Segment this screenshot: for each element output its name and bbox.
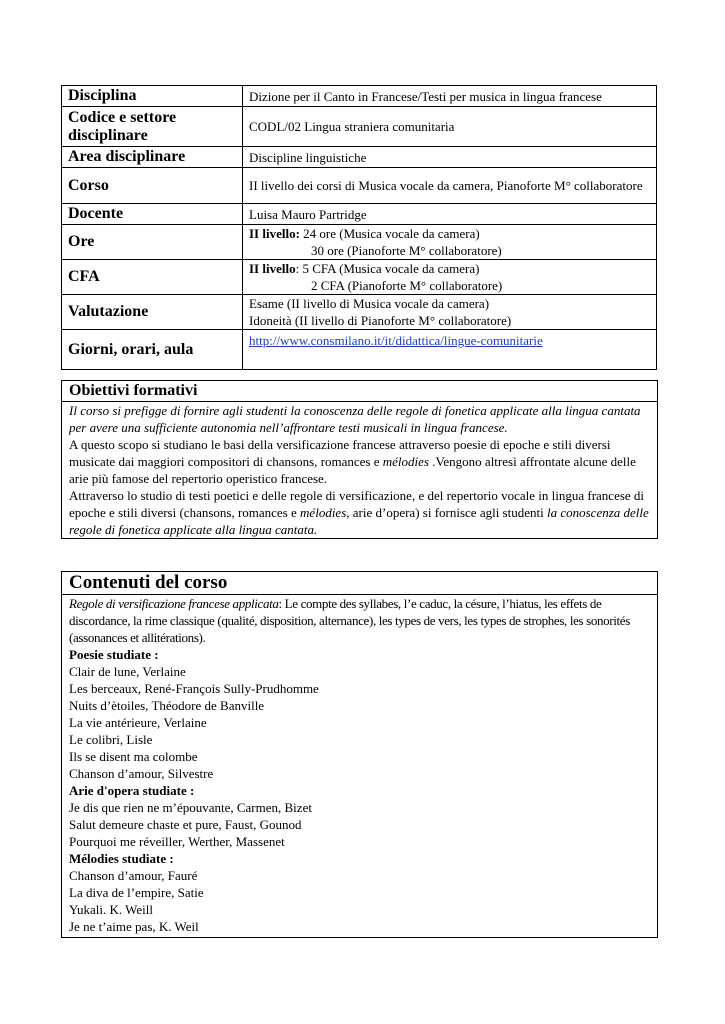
contenuti-intro-italic: Regole di versificazione francese applicata (69, 596, 279, 611)
obiettivi-intro: Il corso si prefigge di fornire agli studenti la conoscenza delle regole di fonetica applicate alla lingua cantata per avere una sufficiente autonomia nell’affrontare testi musicali in lingua francese. (69, 403, 641, 435)
label-area: Area disciplinare (62, 147, 243, 168)
obiettivi-p3-text-b: , arie d’opera) si fornisce agli studenti (346, 505, 547, 520)
row-disciplina (62, 86, 657, 107)
ore-pianoforte: 30 ore (Pianoforte M° collaboratore) (311, 243, 502, 258)
contenuti-intro (69, 595, 650, 646)
obiettivi-paragraph-3 (69, 487, 650, 538)
row-docente (62, 204, 657, 225)
poesia-item: Ils se disent ma colombe (69, 749, 198, 764)
label-disciplina: Disciplina (62, 86, 243, 107)
value-corso: II livello dei corsi di Musica vocale da camera, Pianoforte M° collaboratore (243, 168, 657, 204)
melodie-item: Chanson d’amour, Fauré (69, 868, 198, 883)
contenuti-body (62, 595, 657, 937)
label-codice (62, 107, 243, 147)
melodie-item: Yukali. K. Weill (69, 902, 153, 917)
label-valutazione: Valutazione (62, 295, 243, 330)
value-ore (243, 225, 657, 260)
aria-item: Salut demeure chaste et pure, Faust, Gounod (69, 817, 302, 832)
row-giorni (62, 330, 657, 370)
melodies-list (69, 867, 650, 935)
row-valutazione (62, 295, 657, 330)
aria-item: Pourquoi me réveiller, Werther, Massenet (69, 834, 285, 849)
label-cfa: CFA (62, 260, 243, 295)
ore-line1 (249, 225, 650, 242)
value-docente: Luisa Mauro Partridge (243, 204, 657, 225)
row-cfa (62, 260, 657, 295)
poesia-item: Chanson d’amour, Silvestre (69, 766, 214, 781)
row-area (62, 147, 657, 168)
label-corso: Corso (62, 168, 243, 204)
poesia-item: Clair de lune, Verlaine (69, 664, 186, 679)
course-info-table-wrapper (61, 85, 657, 370)
melodie-item: Je ne t’aime pas, K. Weil (69, 919, 199, 934)
value-valutazione (243, 295, 657, 330)
label-codice-line1: Codice e settore (68, 108, 177, 126)
valutazione-line2: Idoneità (II livello di Pianoforte M° collaboratore) (249, 313, 512, 328)
obiettivi-p3-em: mélodies (300, 505, 347, 520)
value-area: Discipline linguistiche (243, 147, 657, 168)
obiettivi-p2-em: mélodies (382, 454, 429, 469)
obiettivi-title: Obiettivi formativi (62, 381, 657, 402)
obiettivi-p3-em2: la conoscenza delle regole di fonetica applicate alla lingua cantata. (69, 505, 649, 537)
obiettivi-body (62, 402, 657, 538)
contenuti-intro-rest: : Le compte des syllabes, l’e caduc, la césure, l’hiatus, les effets de discordance, la rime classique (qualité, disposition, alternance), les types de vers, les types de strophes, les sonorités (assonances et allitérations). (69, 596, 630, 645)
lingue-comunitarie-link[interactable]: http://www.consmilano.it/it/didattica/lingue-comunitarie (249, 333, 543, 348)
row-codice (62, 107, 657, 147)
arie-list (69, 799, 650, 850)
poesie-title: Poesie studiate : (69, 647, 159, 662)
poesia-item: La vie antérieure, Verlaine (69, 715, 207, 730)
poesia-item: Les berceaux, René-François Sully-Prudhomme (69, 681, 319, 696)
ore-level: II livello: (249, 226, 300, 241)
value-giorni (243, 330, 657, 370)
obiettivi-p2-text-b: .Vengono altresì affrontate alcune delle arie più famose del repertorio operistico francese. (69, 454, 636, 486)
cfa-line1 (249, 260, 650, 277)
contenuti-title: Contenuti del corso (62, 572, 657, 595)
cfa-level: II livello (249, 261, 296, 276)
label-ore: Ore (62, 225, 243, 260)
arie-title: Arie d'opera studiate : (69, 783, 195, 798)
course-info-table (61, 85, 657, 370)
obiettivi-p3-text-a: Attraverso lo studio di testi poetici e delle regole di versificazione, e del repertorio vocale in lingua francese di epoche e stili diversi (chansons, romances e (69, 488, 645, 520)
aria-item: Je dis que rien ne m’épouvante, Carmen, Bizet (69, 800, 312, 815)
label-docente: Docente (62, 204, 243, 225)
poesia-item: Le colibri, Lisle (69, 732, 153, 747)
obiettivi-paragraph-2 (69, 436, 650, 487)
cfa-pianoforte: 2 CFA (Pianoforte M° collaboratore) (311, 278, 503, 293)
label-codice-line2: disciplinare (68, 126, 148, 144)
poesia-item: Nuits d’ètoiles, Théodore de Banville (69, 698, 265, 713)
obiettivi-section (61, 380, 658, 539)
value-cfa (243, 260, 657, 295)
contenuti-section (61, 571, 658, 938)
poesie-list (69, 663, 650, 782)
valutazione-line1: Esame (II livello di Musica vocale da camera) (249, 296, 490, 311)
cfa-vocale: : 5 CFA (Musica vocale da camera) (295, 261, 480, 276)
row-ore (62, 225, 657, 260)
label-giorni: Giorni, orari, aula (62, 330, 243, 370)
ore-vocale: 24 ore (Musica vocale da camera) (299, 226, 480, 241)
value-codice: CODL/02 Lingua straniera comunitaria (243, 107, 657, 147)
value-disciplina: Dizione per il Canto in Francese/Testi per musica in lingua francese (243, 86, 657, 107)
obiettivi-p2-text-a: A questo scopo si studiano le basi della versificazione francese attraverso poesie di epoche e stili diversi musicate dai maggiori compositori di chansons, romances e (69, 437, 611, 469)
melodies-title: Mélodies studiate : (69, 851, 174, 866)
row-corso (62, 168, 657, 204)
melodie-item: La diva de l’empire, Satie (69, 885, 204, 900)
